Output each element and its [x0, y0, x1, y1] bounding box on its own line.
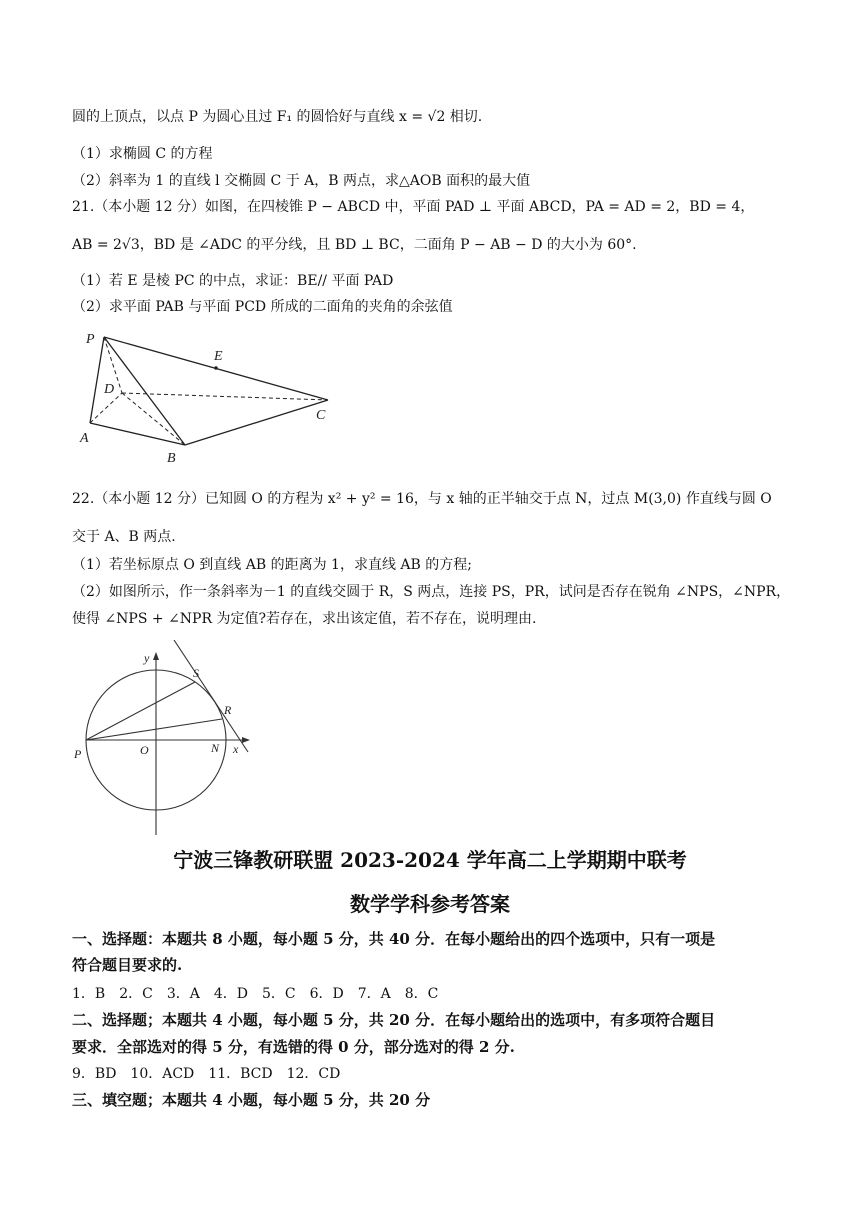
line-rs	[174, 640, 248, 752]
label-d: D	[104, 382, 115, 397]
q22-line2: 交于 A、B 两点.	[72, 529, 176, 545]
q21-part2: （2）求平面 PAB 与平面 PCD 所成的二面角的夹角的余弦值	[72, 299, 453, 315]
q20-part2: （2）斜率为 1 的直线 l 交椭圆 C 于 A，B 两点，求△AOB 面积的最大值	[72, 173, 531, 189]
q21-line1: 21.（本小题 12 分）如图，在四棱锥 P − ABCD 中，平面 PAD ⊥ 平面 ABCD，PA = AD = 2，BD = 4，	[72, 199, 755, 215]
answers-title: 宁波三锋教研联盟 2023-2024 学年高二上学期期中联考	[173, 848, 687, 872]
q21-line2: AB = 2√3，BD 是 ∠ADC 的平分线，且 BD ⊥ BC，二面角 P − AB − D 的大小为 60°.	[72, 237, 637, 253]
edge-dc	[122, 393, 328, 400]
label-a: A	[80, 431, 89, 446]
label-b: B	[167, 451, 176, 466]
label-n: N	[211, 741, 220, 755]
label-e: E	[214, 349, 223, 364]
y-axis-arrow	[153, 652, 159, 660]
q22-part2b: 使得 ∠NPS + ∠NPR 为定值?若存在，求出该定值，若不存在，说明理由.	[72, 611, 537, 627]
q22-part1: （1）若坐标原点 O 到直线 AB 的距离为 1，求直线 AB 的方程;	[72, 557, 472, 573]
section2-answers: 9．BD 10．ACD 11．BCD 12．CD	[72, 1066, 341, 1082]
label-y: y	[144, 651, 150, 665]
q22-part2: （2）如图所示，作一条斜率为－1 的直线交圆于 R，S 两点，连接 PS，PR，试问是否存在锐角 ∠NPS，∠NPR，	[72, 584, 791, 600]
label-c: C	[316, 408, 326, 423]
edge-pa	[90, 337, 104, 423]
x-axis-arrow	[242, 737, 250, 743]
label-x: x	[233, 742, 239, 756]
section2-heading-line1: 二、选择题；本题共 4 小题，每小题 5 分，共 20 分．在每小题给出的选项中，有多项符合题目	[72, 1011, 716, 1029]
section3-heading: 三、填空题；本题共 4 小题，每小题 5 分，共 20 分	[72, 1091, 431, 1109]
q21-part1: （1）若 E 是棱 PC 的中点，求证：BE// 平面 PAD	[72, 273, 394, 289]
answers-subtitle: 数学学科参考答案	[350, 892, 510, 916]
section1-answers: 1．B 2．C 3．A 4．D 5．C 6．D 7．A 8．C	[72, 986, 439, 1002]
edge-bc	[185, 400, 328, 445]
label-s: S	[193, 666, 199, 680]
section1-heading-line2: 符合题目要求的.	[72, 956, 183, 974]
q22-line1: 22.（本小题 12 分）已知圆 O 的方程为 x² + y² = 16，与 x 轴的正半轴交于点 N，过点 M(3,0) 作直线与圆 O	[72, 491, 772, 507]
label-p: P	[86, 332, 95, 347]
label-o: O	[140, 743, 149, 757]
section2-heading-line2: 要求．全部选对的得 5 分，有选错的得 0 分，部分选对的得 2 分.	[72, 1038, 515, 1056]
pyramid-figure	[70, 325, 350, 470]
point-e	[214, 366, 218, 370]
section1-heading-line1: 一、选择题：本题共 8 小题，每小题 5 分，共 40 分．在每小题给出的四个选项中，只有一项是	[72, 930, 716, 948]
circle-figure	[70, 640, 260, 840]
label-r: R	[224, 703, 232, 717]
q20-intro: 圆的上顶点，以点 P 为圆心且过 F₁ 的圆恰好与直线 x = √2 相切.	[72, 109, 483, 125]
label-p2: P	[74, 747, 82, 761]
q20-part1: （1）求椭圆 C 的方程	[72, 146, 213, 162]
